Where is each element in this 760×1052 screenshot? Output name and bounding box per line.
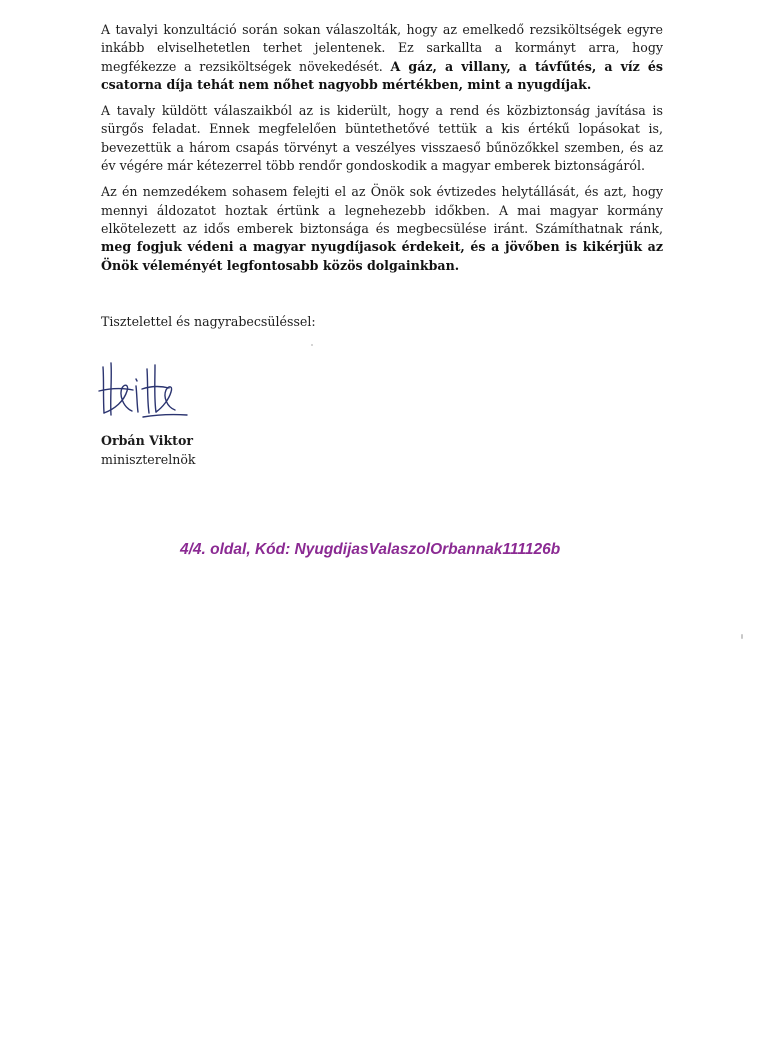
paragraph-emphasis: meg fogjuk védeni a magyar nyugdíjasok érdekeit, és a jövőben is kikérjük az Önök véleményét legfontosabb közös dolgainkban. [101, 239, 663, 273]
handwritten-signature [97, 355, 192, 425]
paragraph-text: A tavalyi konzultáció során sokan válaszolták, hogy az emelkedő rezsiköltségek egyre inkább elviselhetetlen terhet jelentenek. Ez sarkallta a kormányt arra, hogy megfékezze a rezsiköltségek növekedését. [101, 22, 663, 74]
scan-speck [741, 634, 743, 639]
letter-body [101, 21, 663, 283]
paragraph-public-safety [101, 102, 663, 175]
closing-salutation: Tisztelettel és nagyrabecsüléssel: [101, 314, 316, 329]
paragraph-text: Az én nemzedékem sohasem felejti el az Önök sok évtizedes helytállását, és azt, hogy mennyi áldozatot hoztak értünk a legnehezebb időkben. A mai magyar kormány elkötelezett az idős emberek biztonsága és megbecsülése iránt. Számíthatnak ránk, [101, 184, 663, 236]
paragraph-pensioners [101, 183, 663, 274]
signer-name: Orbán Viktor [101, 433, 194, 448]
paragraph-emphasis: A gáz, a villany, a távfűtés, a víz és csatorna díja tehát nem nőhet nagyobb mértékben, mint a nyugdíjak. [101, 58, 664, 92]
paragraph-utility-costs [101, 21, 663, 94]
page-code-label: 4/4. oldal, Kód: NyugdijasValaszolOrbannak111126b [180, 541, 561, 558]
scan-speck [311, 344, 313, 346]
paragraph-text: A tavaly küldött válaszaikból az is kiderült, hogy a rend és közbiztonság javítása is sürgős feladat. Ennek megfelelően büntethetővé tettük a kis értékű lopásokat is, bevezettük a három csapás törvényt a veszélyes visszaeső bűnözőkkel szemben, és az év végére már kétezerrel több rendőr gondoskodik a magyar emberek biztonságáról. [101, 103, 663, 174]
signer-title: miniszterelnök [101, 452, 196, 467]
